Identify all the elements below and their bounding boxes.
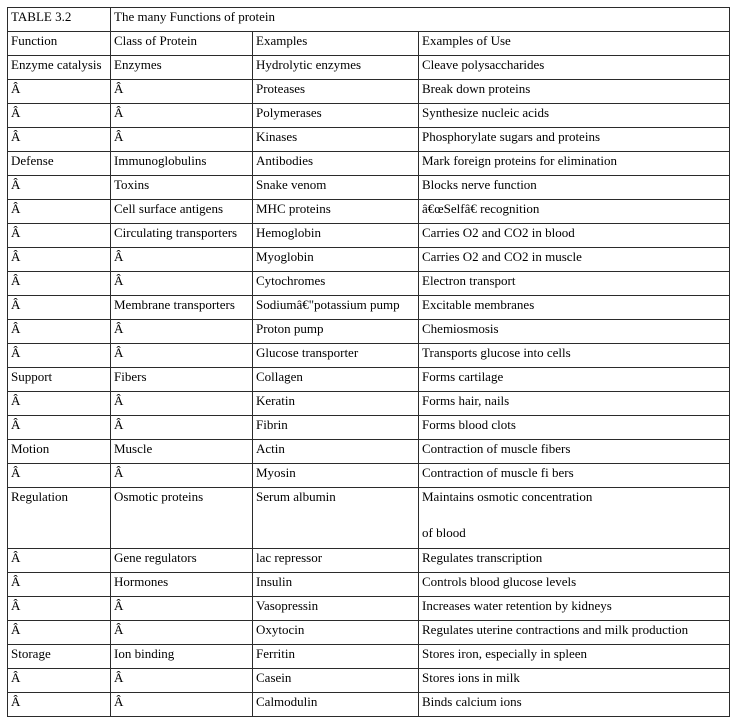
cell-example-of-use: Stores ions in milk (419, 669, 730, 693)
cell-example-of-use: Maintains osmotic concentration of blood (419, 488, 730, 549)
cell-example-of-use: Forms hair, nails (419, 392, 730, 416)
column-header-examples: Examples (253, 32, 419, 56)
cell-example: Vasopressin (253, 597, 419, 621)
cell-function: Support (8, 368, 111, 392)
cell-function: Â (8, 272, 111, 296)
cell-example-of-use: Carries O2 and CO2 in muscle (419, 248, 730, 272)
cell-example-of-use: Mark foreign proteins for elimination (419, 152, 730, 176)
cell-function: Â (8, 320, 111, 344)
table-row (8, 488, 730, 549)
cell-example: Keratin (253, 392, 419, 416)
cell-example-of-use: Phosphorylate sugars and proteins (419, 128, 730, 152)
cell-function: Â (8, 549, 111, 573)
cell-class-of-protein: Â (111, 248, 253, 272)
cell-example-of-use: Forms cartilage (419, 368, 730, 392)
cell-example: lac repressor (253, 549, 419, 573)
table-row (8, 621, 730, 645)
cell-class-of-protein: Gene regulators (111, 549, 253, 573)
cell-example: Myosin (253, 464, 419, 488)
table-row (8, 200, 730, 224)
cell-function: Regulation (8, 488, 111, 549)
table-row (8, 56, 730, 80)
table-container (7, 7, 729, 717)
cell-function: Defense (8, 152, 111, 176)
cell-class-of-protein: Osmotic proteins (111, 488, 253, 549)
table-row (8, 392, 730, 416)
cell-class-of-protein: Â (111, 320, 253, 344)
cell-example: Polymerases (253, 104, 419, 128)
cell-function: Â (8, 128, 111, 152)
cell-function: Â (8, 344, 111, 368)
cell-example: Hemoglobin (253, 224, 419, 248)
cell-function: Â (8, 80, 111, 104)
cell-example: Serum albumin (253, 488, 419, 549)
cell-class-of-protein: Â (111, 272, 253, 296)
cell-class-of-protein: Â (111, 693, 253, 717)
table-row (8, 128, 730, 152)
cell-class-of-protein: Membrane transporters (111, 296, 253, 320)
cell-example-of-use: Forms blood clots (419, 416, 730, 440)
cell-class-of-protein: Fibers (111, 368, 253, 392)
cell-function: Â (8, 224, 111, 248)
cell-example: Hydrolytic enzymes (253, 56, 419, 80)
cell-example-of-use: Binds calcium ions (419, 693, 730, 717)
cell-example: Ferritin (253, 645, 419, 669)
cell-class-of-protein: Â (111, 80, 253, 104)
cell-example-of-use: Break down proteins (419, 80, 730, 104)
cell-function: Storage (8, 645, 111, 669)
cell-class-of-protein: Â (111, 344, 253, 368)
cell-class-of-protein: Circulating transporters (111, 224, 253, 248)
table-label: TABLE 3.2 (8, 8, 111, 32)
cell-example: Fibrin (253, 416, 419, 440)
table-title-row (8, 8, 730, 32)
table-row (8, 344, 730, 368)
cell-function: Â (8, 597, 111, 621)
cell-function: Â (8, 693, 111, 717)
cell-example: Oxytocin (253, 621, 419, 645)
cell-example-of-use: Chemiosmosis (419, 320, 730, 344)
cell-class-of-protein: Toxins (111, 176, 253, 200)
cell-class-of-protein: Â (111, 669, 253, 693)
cell-function: Â (8, 200, 111, 224)
table-row (8, 176, 730, 200)
cell-class-of-protein: Hormones (111, 573, 253, 597)
cell-example: Cytochromes (253, 272, 419, 296)
cell-example: Glucose transporter (253, 344, 419, 368)
cell-example: Actin (253, 440, 419, 464)
table-row (8, 464, 730, 488)
cell-class-of-protein: Ion binding (111, 645, 253, 669)
cell-class-of-protein: Cell surface antigens (111, 200, 253, 224)
cell-class-of-protein: Â (111, 597, 253, 621)
cell-example-of-use: Excitable membranes (419, 296, 730, 320)
cell-function: Â (8, 621, 111, 645)
column-header-class: Class of Protein (111, 32, 253, 56)
table-row (8, 549, 730, 573)
cell-example: Myoglobin (253, 248, 419, 272)
cell-class-of-protein: Â (111, 621, 253, 645)
cell-example: Casein (253, 669, 419, 693)
cell-example-of-use: Controls blood glucose levels (419, 573, 730, 597)
table-row (8, 224, 730, 248)
cell-example-of-use: Regulates transcription (419, 549, 730, 573)
cell-class-of-protein: Muscle (111, 440, 253, 464)
cell-example: MHC proteins (253, 200, 419, 224)
table-row (8, 152, 730, 176)
cell-class-of-protein: Â (111, 128, 253, 152)
cell-example: Sodiumâ€"potassium pump (253, 296, 419, 320)
cell-example-of-use: Transports glucose into cells (419, 344, 730, 368)
column-header-function: Function (8, 32, 111, 56)
table-row (8, 272, 730, 296)
cell-example-of-use: Electron transport (419, 272, 730, 296)
cell-example-of-use: â€œSelfâ€ recognition (419, 200, 730, 224)
table-caption: The many Functions of protein (111, 8, 730, 32)
table-row (8, 104, 730, 128)
cell-example-of-use: Stores iron, especially in spleen (419, 645, 730, 669)
table-row (8, 296, 730, 320)
cell-function: Â (8, 573, 111, 597)
table-header-row (8, 32, 730, 56)
table-row (8, 573, 730, 597)
table-row (8, 440, 730, 464)
cell-function: Â (8, 176, 111, 200)
cell-class-of-protein: Enzymes (111, 56, 253, 80)
cell-example: Proton pump (253, 320, 419, 344)
cell-example: Calmodulin (253, 693, 419, 717)
column-header-uses: Examples of Use (419, 32, 730, 56)
cell-example: Insulin (253, 573, 419, 597)
table-row (8, 693, 730, 717)
table-row (8, 320, 730, 344)
cell-example-of-use: Contraction of muscle fibers (419, 440, 730, 464)
cell-function: Â (8, 104, 111, 128)
cell-example-of-use: Cleave polysaccharides (419, 56, 730, 80)
cell-example-of-use: Synthesize nucleic acids (419, 104, 730, 128)
table-row (8, 597, 730, 621)
cell-class-of-protein: Â (111, 464, 253, 488)
cell-function: Â (8, 296, 111, 320)
table-row (8, 669, 730, 693)
cell-function: Â (8, 392, 111, 416)
cell-example-of-use: Contraction of muscle fi bers (419, 464, 730, 488)
cell-function: Motion (8, 440, 111, 464)
cell-class-of-protein: Immunoglobulins (111, 152, 253, 176)
cell-function: Â (8, 248, 111, 272)
cell-example: Snake venom (253, 176, 419, 200)
protein-functions-table (7, 7, 730, 717)
table-row (8, 248, 730, 272)
cell-example-of-use: Increases water retention by kidneys (419, 597, 730, 621)
cell-example: Kinases (253, 128, 419, 152)
table-row (8, 416, 730, 440)
cell-class-of-protein: Â (111, 416, 253, 440)
cell-example: Antibodies (253, 152, 419, 176)
table-row (8, 645, 730, 669)
cell-example: Collagen (253, 368, 419, 392)
cell-example-of-use: Blocks nerve function (419, 176, 730, 200)
cell-example: Proteases (253, 80, 419, 104)
table-row (8, 368, 730, 392)
cell-class-of-protein: Â (111, 104, 253, 128)
cell-example-of-use: Regulates uterine contractions and milk production (419, 621, 730, 645)
cell-function: Â (8, 416, 111, 440)
cell-function: Enzyme catalysis (8, 56, 111, 80)
table-row (8, 80, 730, 104)
cell-function: Â (8, 669, 111, 693)
cell-class-of-protein: Â (111, 392, 253, 416)
cell-function: Â (8, 464, 111, 488)
cell-example-of-use: Carries O2 and CO2 in blood (419, 224, 730, 248)
